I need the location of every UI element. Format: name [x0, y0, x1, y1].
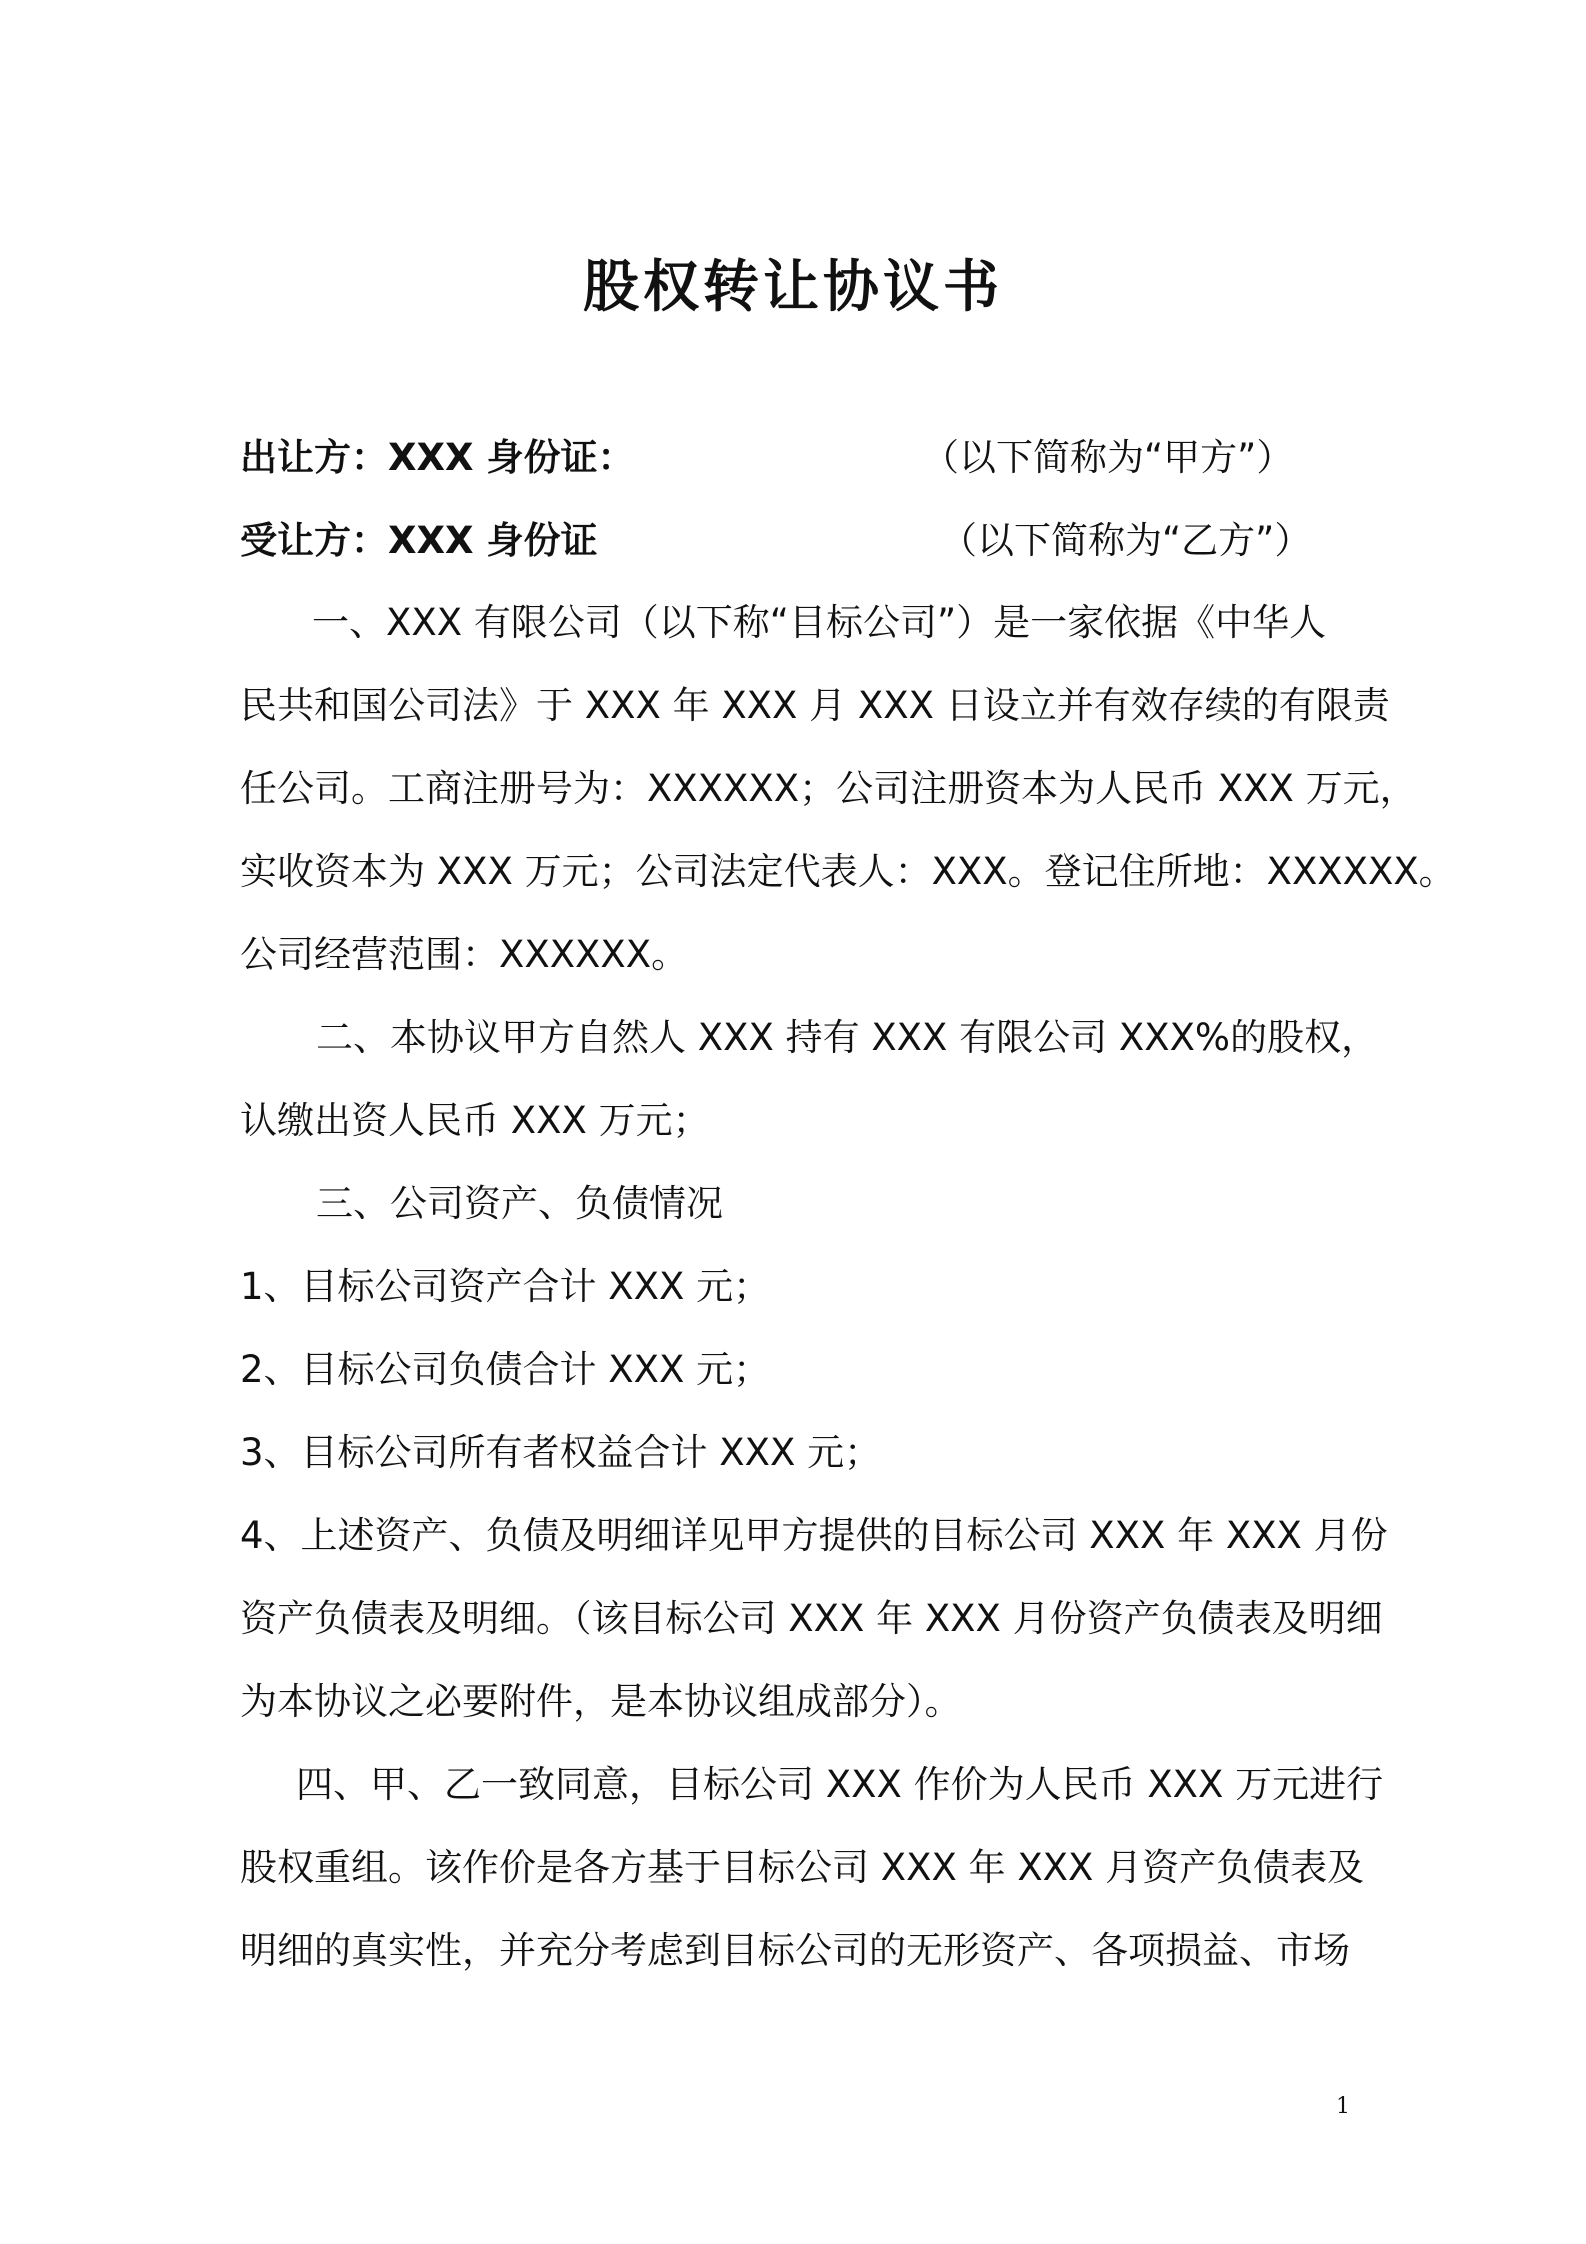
transferor-label: 出让方：XXX 身份证： — [240, 436, 635, 479]
transferee-line — [240, 511, 1350, 571]
page-number: 1 — [1336, 2094, 1350, 2119]
document-title: 股权转让协议书 — [583, 255, 1003, 320]
clause-2-line-2: 认缴出资人民币 XXX 万元； — [240, 1099, 710, 1142]
clause-1-line-4: 实收资本为 XXX 万元；公司法定代表人：XXX。登记住所地：XXXXXX。 — [240, 850, 1456, 893]
clause-4-line-3: 明细的真实性，并充分考虑到目标公司的无形资产、各项损益、市场 — [240, 1929, 1350, 1972]
transferee-note: （以下简称为“乙方”） — [940, 519, 1312, 562]
clause-3-item-4-line-3: 为本协议之必要附件，是本协议组成部分）。 — [240, 1680, 962, 1723]
clause-3-item-1: 1、目标公司资产合计 XXX 元； — [240, 1265, 771, 1308]
clause-1-line-2: 民共和国公司法》于 XXX 年 XXX 月 XXX 日设立并有效存续的有限责 — [240, 684, 1390, 727]
clause-3-heading: 三、公司资产、负债情况 — [316, 1182, 723, 1225]
clause-1-line-1: 一、XXX 有限公司（以下称“目标公司”）是一家依据《中华人 — [312, 601, 1327, 644]
clause-3-item-4-line-1: 4、上述资产、负债及明细详见甲方提供的目标公司 XXX 年 XXX 月份 — [240, 1514, 1388, 1557]
clause-3-item-2: 2、目标公司负债合计 XXX 元； — [240, 1348, 771, 1391]
clause-2-line-1: 二、本协议甲方自然人 XXX 持有 XXX 有限公司 XXX%的股权， — [316, 1016, 1379, 1059]
transferee-label: 受让方：XXX 身份证 — [240, 519, 598, 562]
clause-1-line-3: 任公司。工商注册号为：XXXXXX；公司注册资本为人民币 XXX 万元， — [240, 767, 1417, 810]
clause-3-item-3: 3、目标公司所有者权益合计 XXX 元； — [240, 1431, 882, 1474]
transferor-line — [240, 428, 1350, 488]
clause-4-line-1: 四、甲、乙一致同意，目标公司 XXX 作价为人民币 XXX 万元进行 — [296, 1763, 1384, 1806]
clause-3-item-4-line-2: 资产负债表及明细。（该目标公司 XXX 年 XXX 月份资产负债表及明细 — [240, 1597, 1383, 1640]
clause-1-line-5: 公司经营范围：XXXXXX。 — [240, 933, 689, 976]
clause-4-line-2: 股权重组。该作价是各方基于目标公司 XXX 年 XXX 月资产负债表及 — [240, 1846, 1365, 1889]
transferor-note: （以下简称为“甲方”） — [922, 436, 1294, 479]
